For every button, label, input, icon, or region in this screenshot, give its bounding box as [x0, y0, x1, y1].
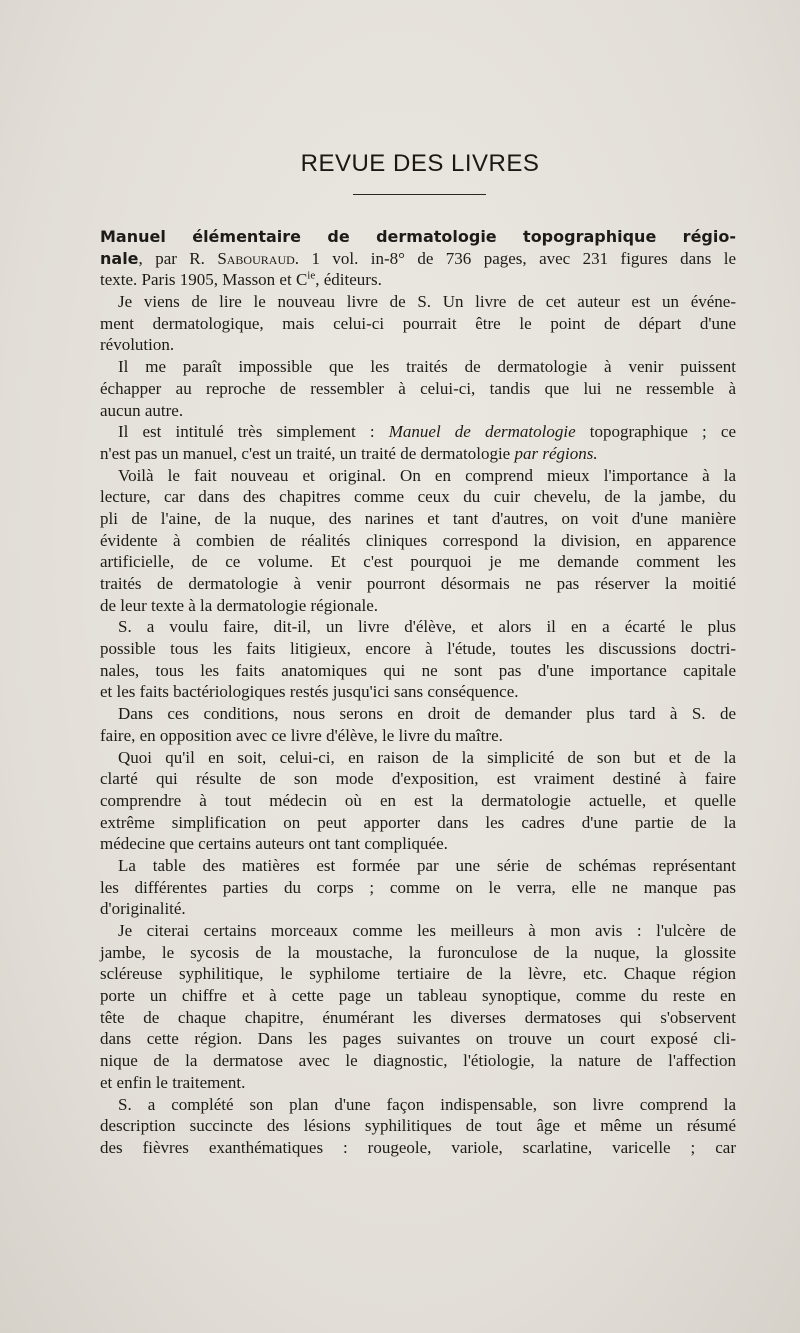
- text-line: [100, 616, 736, 638]
- text-segment: topographique ; ce: [575, 422, 736, 442]
- text-line: [100, 443, 736, 465]
- text-segment: , par R.: [138, 248, 218, 268]
- text-line: [100, 334, 736, 356]
- text-segment: S. a complété son plan d'une façon indispensable, son livre comprend la: [118, 1094, 736, 1114]
- text-line: [100, 486, 736, 508]
- text-line: [100, 400, 736, 422]
- text-segment: nique de la dermatose avec le diagnostic, l'étiologie, la nature de l'affection: [100, 1051, 736, 1071]
- text-line: [100, 963, 736, 985]
- italic-text: Manuel de dermatologie: [388, 422, 576, 442]
- text-line: [100, 421, 736, 443]
- text-line: [100, 985, 736, 1007]
- text-segment: évidente à combien de réalités cliniques correspond la division, en apparence: [100, 530, 736, 550]
- text-segment: S. a voulu faire, dit-il, un livre d'élève, et alors il en a écarté le plus: [118, 617, 736, 637]
- text-segment: lecture, car dans des chapitres comme ceux du cuir chevelu, de la jambe, du: [100, 487, 736, 507]
- text-segment: n'est pas un manuel, c'est un traité, un traité de dermatologie: [100, 443, 515, 463]
- text-segment: et les faits bactériologiques restés jusqu'ici sans conséquence.: [100, 682, 519, 702]
- text-line: [100, 877, 736, 899]
- text-segment: et enfin le traitement.: [100, 1072, 246, 1092]
- text-segment: clarté qui résulte de son mode d'exposition, est vraiment destiné à faire: [100, 769, 736, 789]
- text-segment: faire, en opposition avec ce livre d'élève, le livre du maître.: [100, 725, 503, 745]
- text-segment: dans cette région. Dans les pages suivantes on trouve un court exposé cli-: [100, 1029, 736, 1049]
- text-segment: pli de l'aine, de la nuque, des narines et tant d'autres, on voit d'une manière: [100, 508, 736, 528]
- text-segment: possible tous les faits litigieux, encore à l'étude, toutes les discussions doctri-: [100, 639, 736, 659]
- text-line: [100, 313, 736, 335]
- text-line: [100, 1050, 736, 1072]
- text-line: [100, 1007, 736, 1029]
- text-segment: Je viens de lire le nouveau livre de S. Un livre de cet auteur est un événe-: [118, 292, 736, 312]
- text-segment: aucun autre.: [100, 400, 184, 420]
- text-segment: jambe, le sycosis de la moustache, la furonculose de la nuque, la glossite: [100, 942, 736, 962]
- text-line: [100, 660, 736, 682]
- text-line: [100, 703, 736, 725]
- text-segment: tête de chaque chapitre, énumérant les diverses dermatoses qui s'observent: [100, 1007, 736, 1027]
- text-segment: médecine que certains auteurs ont tant compliquée.: [100, 834, 448, 854]
- text-line: [100, 855, 736, 877]
- text-segment: Il me paraît impossible que les traités de dermatologie à venir puissent: [118, 357, 736, 377]
- text-segment: Quoi qu'il en soit, celui-ci, en raison de la simplicité de son but et de la: [118, 747, 736, 767]
- text-line: [100, 551, 736, 573]
- text-line: [100, 248, 736, 270]
- text-segment: artificielle, de ce volume. Et c'est pourquoi je me demande comment les: [100, 552, 736, 572]
- text-line: [100, 378, 736, 400]
- italic-text: par régions.: [514, 443, 598, 463]
- text-line: [100, 898, 736, 920]
- text-line: [100, 573, 736, 595]
- text-segment: nales, tous les faits anatomiques qui ne sont pas d'une importance capitale: [100, 660, 736, 680]
- text-line: [100, 790, 736, 812]
- text-segment: les différentes parties du corps ; comme on le verra, elle ne manque pas: [100, 877, 736, 897]
- text-segment: comprendre à tout médecin où en est la dermatologie actuelle, et quelle: [100, 790, 736, 810]
- text-segment: traités de dermatologie à venir pourront désormais ne pas réserver la moitié: [100, 574, 736, 593]
- text-segment: 1 vol. in-8° de 736 pages, avec 231 figures dans le: [299, 248, 736, 268]
- text-line: [100, 291, 736, 313]
- text-segment: révolution.: [100, 335, 175, 355]
- text-line: [100, 226, 736, 248]
- text-segment: Dans ces conditions, nous serons en droit de demander plus tard à S. de: [118, 704, 736, 724]
- bold-title: nale: [100, 248, 139, 268]
- text-line: [100, 1137, 736, 1159]
- text-segment: Il est intitulé très simplement :: [118, 422, 389, 442]
- text-line: [100, 1094, 736, 1116]
- section-heading: REVUE DES LIVRES: [300, 150, 540, 177]
- review-text: [100, 226, 736, 1159]
- text-line: [100, 725, 736, 747]
- text-segment: de leur texte à la dermatologie régionale.: [100, 595, 379, 615]
- text-line: [100, 920, 736, 942]
- text-segment: , éditeurs.: [315, 270, 382, 290]
- author-name: Sabouraud.: [217, 248, 300, 268]
- heading-rule: [353, 194, 486, 195]
- text-segment: ment dermatologique, mais celui-ci pourrait être le point de départ d'une: [100, 313, 736, 333]
- bold-title: Manuel élémentaire de dermatologie topographique régio-: [100, 227, 736, 246]
- text-line: [100, 942, 736, 964]
- text-segment: La table des matières est formée par une série de schémas représentant: [118, 855, 736, 875]
- text-line: [100, 1072, 736, 1094]
- text-line: [100, 768, 736, 790]
- text-line: [100, 508, 736, 530]
- text-line: [100, 465, 736, 487]
- text-line: [100, 530, 736, 552]
- text-line: [100, 747, 736, 769]
- superscript: ie: [307, 269, 316, 282]
- text-segment: texte. Paris 1905, Masson et C: [100, 270, 308, 290]
- text-line: [100, 1028, 736, 1050]
- text-segment: des fièvres exanthématiques : rougeole, variole, scarlatine, varicelle ; car: [100, 1137, 736, 1157]
- text-segment: échapper au reproche de ressembler à celui-ci, tandis que lui ne ressemble à: [100, 378, 736, 398]
- text-segment: extrême simplification on peut apporter dans les cadres d'une partie de la: [100, 812, 736, 832]
- text-line: [100, 638, 736, 660]
- text-segment: d'originalité.: [100, 899, 186, 919]
- text-segment: description succincte des lésions syphilitiques de tout âge et même un résumé: [100, 1116, 736, 1136]
- text-line: [100, 356, 736, 378]
- text-line: [100, 681, 736, 703]
- text-segment: porte un chiffre et à cette page un tableau synoptique, comme du reste en: [100, 986, 736, 1006]
- text-segment: Je citerai certains morceaux comme les meilleurs à mon avis : l'ulcère de: [118, 921, 736, 940]
- text-segment: Voilà le fait nouveau et original. On en comprend mieux l'importance à la: [118, 465, 736, 485]
- text-line: [100, 595, 736, 617]
- text-line: [100, 1115, 736, 1137]
- text-line: [100, 833, 736, 855]
- text-line: [100, 812, 736, 834]
- text-segment: scléreuse syphilitique, le syphilome tertiaire de la lèvre, etc. Chaque région: [100, 964, 736, 984]
- text-line: [100, 269, 736, 291]
